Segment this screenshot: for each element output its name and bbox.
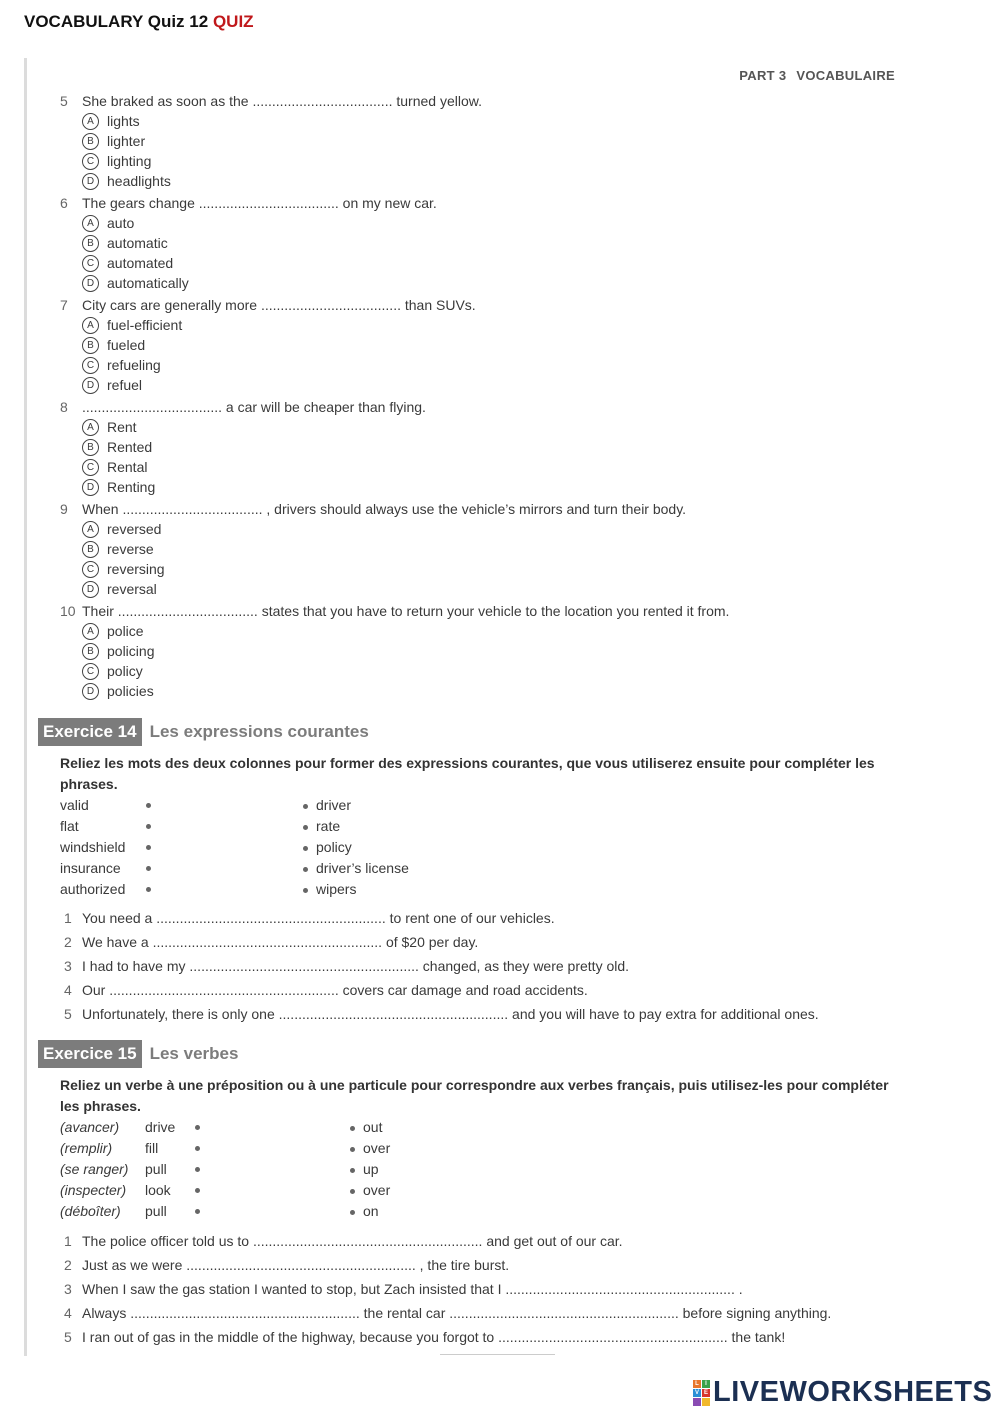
question-number: 5 [60, 93, 68, 109]
answer-option[interactable] [60, 681, 729, 701]
sentence [64, 1301, 831, 1325]
answer-blank[interactable]: ........................................................... [505, 1281, 735, 1297]
answer-blank[interactable]: ........................................................... [109, 982, 339, 998]
match-word: wipers [316, 881, 357, 897]
match-word: windshield [60, 839, 126, 855]
option-label: reversed [107, 521, 162, 537]
option-radio[interactable]: B [82, 439, 99, 456]
match-item[interactable] [303, 879, 409, 900]
sentence [64, 978, 819, 1002]
answer-blank[interactable]: .................................... [122, 501, 263, 517]
match-item[interactable] [145, 1159, 175, 1180]
option-radio[interactable]: D [82, 683, 99, 700]
sentence-text: the tank! [731, 1329, 786, 1345]
logo-tile: E [703, 1389, 708, 1396]
match-word: driver [316, 797, 352, 813]
option-label: automated [107, 255, 174, 271]
sentence-text: Always [82, 1305, 127, 1321]
sentence-number: 3 [64, 1281, 72, 1297]
match-word: policy [316, 839, 352, 855]
option-label: auto [107, 215, 135, 231]
question-block [60, 193, 437, 293]
answer-blank[interactable]: ........................................................... [278, 1006, 509, 1022]
question-stem [60, 499, 686, 519]
sentence-text: of $20 per day. [385, 934, 479, 950]
match-word: (se ranger) [60, 1161, 129, 1177]
answer-blank[interactable]: .................................... [82, 399, 223, 415]
match-dot[interactable] [303, 825, 308, 830]
option-radio[interactable]: A [82, 113, 99, 130]
sentence [64, 1277, 831, 1301]
question-text-before: She braked as soon as the [82, 93, 249, 109]
option-label: lights [107, 113, 140, 129]
match-word: on [363, 1203, 379, 1219]
question-stem [60, 91, 482, 111]
exercise-badge: Exercice 15 [38, 1040, 142, 1068]
exercise-15-particle-column [350, 1117, 390, 1222]
option-label: refueling [107, 357, 161, 373]
match-dot[interactable] [195, 1167, 200, 1172]
option-radio[interactable]: C [82, 153, 99, 170]
sentence [64, 930, 819, 954]
sentence-number: 1 [64, 910, 72, 926]
match-dot[interactable] [146, 845, 151, 850]
exercise-14-sentences [64, 906, 819, 1026]
option-label: automatic [107, 235, 168, 251]
question-number: 9 [60, 501, 68, 517]
sentence-number: 2 [64, 1257, 72, 1273]
option-radio[interactable]: B [82, 337, 99, 354]
answer-option[interactable] [60, 273, 437, 293]
logo-tile [693, 1398, 701, 1406]
sentence-number: 1 [64, 1233, 72, 1249]
match-item[interactable] [60, 1117, 128, 1138]
match-item[interactable] [60, 795, 125, 816]
question-block [60, 295, 476, 395]
document-title: VOCABULARY Quiz 12 QUIZ [24, 12, 254, 31]
match-word: valid [60, 797, 89, 813]
answer-option[interactable] [60, 621, 729, 641]
sentence [64, 1253, 831, 1277]
answer-option[interactable] [60, 355, 476, 375]
option-label: fueled [107, 337, 146, 353]
question-text-after: states that you have to return your vehicle to the location you rented it from. [261, 603, 730, 619]
sentence [64, 1325, 831, 1349]
answer-blank[interactable]: .................................... [252, 93, 393, 109]
match-dot[interactable] [350, 1147, 355, 1152]
sentence-text: I had to have my [82, 958, 186, 974]
match-word: pull [145, 1203, 167, 1219]
exercise-14-header [38, 718, 369, 746]
match-word: flat [60, 818, 79, 834]
answer-blank[interactable]: ........................................................... [189, 958, 419, 974]
match-item[interactable] [145, 1201, 175, 1222]
match-dot[interactable] [195, 1188, 200, 1193]
match-item[interactable] [303, 795, 409, 816]
match-word: fill [145, 1140, 159, 1156]
question-text-before: Their [82, 603, 114, 619]
option-radio[interactable]: A [82, 419, 99, 436]
sentence-number: 4 [64, 982, 72, 998]
match-item[interactable] [350, 1201, 390, 1222]
match-word: authorized [60, 881, 126, 897]
option-label: reversal [107, 581, 157, 597]
answer-blank[interactable]: ........................................................... [130, 1305, 360, 1321]
answer-option[interactable] [60, 559, 686, 579]
logo-tile: I [702, 1380, 710, 1388]
sentence [64, 1229, 831, 1253]
answer-option[interactable] [60, 477, 426, 497]
option-label: automatically [107, 275, 189, 291]
answer-blank[interactable]: ........................................................... [156, 910, 386, 926]
answer-option[interactable] [60, 253, 437, 273]
match-word: (avancer) [60, 1119, 120, 1135]
match-word: (inspecter) [60, 1182, 127, 1198]
exercise-15-sentences [64, 1229, 831, 1349]
sentence-number: 5 [64, 1006, 72, 1022]
answer-option[interactable] [60, 417, 426, 437]
match-dot[interactable] [303, 867, 308, 872]
match-dot[interactable] [146, 866, 151, 871]
match-dot[interactable] [146, 887, 151, 892]
match-dot[interactable] [350, 1189, 355, 1194]
match-item[interactable] [350, 1138, 390, 1159]
option-radio[interactable]: D [82, 479, 99, 496]
match-word: (remplir) [60, 1140, 113, 1156]
match-word: over [363, 1140, 391, 1156]
logo-tile [702, 1398, 710, 1406]
exercise-15-verb-column [145, 1117, 175, 1222]
match-item[interactable] [60, 837, 125, 858]
sentence-text: The police officer told us to [82, 1233, 250, 1249]
match-item[interactable] [303, 837, 409, 858]
answer-blank[interactable]: . [738, 1281, 743, 1297]
option-label: headlights [107, 173, 171, 189]
match-dot[interactable] [195, 1146, 200, 1151]
question-number: 6 [60, 195, 68, 211]
question-text-after: a car will be cheaper than flying. [225, 399, 426, 415]
question-text-before: The gears change [82, 195, 195, 211]
match-item[interactable] [60, 858, 125, 879]
option-radio[interactable]: B [82, 235, 99, 252]
question-number: 10 [60, 603, 76, 619]
match-item[interactable] [145, 1117, 175, 1138]
question-stem [60, 601, 729, 621]
answer-option[interactable] [60, 375, 476, 395]
match-word: drive [145, 1119, 176, 1135]
answer-option[interactable] [60, 315, 476, 335]
question-block [60, 499, 686, 599]
option-radio[interactable]: D [82, 275, 99, 292]
match-item[interactable] [60, 1201, 128, 1222]
match-item[interactable] [303, 816, 409, 837]
page-divider [440, 1354, 555, 1355]
option-radio[interactable]: D [82, 581, 99, 598]
option-radio[interactable]: C [82, 561, 99, 578]
option-label: policies [107, 683, 154, 699]
exercise-15-french-column [60, 1117, 128, 1222]
answer-option[interactable] [60, 457, 426, 477]
sentence [64, 954, 819, 978]
option-label: refuel [107, 377, 143, 393]
match-word: up [363, 1161, 379, 1177]
match-word: look [145, 1182, 171, 1198]
answer-option[interactable] [60, 233, 437, 253]
answer-blank[interactable]: .................................... [117, 603, 258, 619]
sentence-text: before signing anything. [682, 1305, 832, 1321]
answer-option[interactable] [60, 131, 482, 151]
match-item[interactable] [145, 1138, 175, 1159]
question-number: 7 [60, 297, 68, 313]
sentence-number: 4 [64, 1305, 72, 1321]
answer-option[interactable] [60, 661, 729, 681]
answer-option[interactable] [60, 171, 482, 191]
logo-text: LIVEWORKSHEETS [713, 1376, 993, 1408]
option-label: police [107, 623, 144, 639]
sentence [64, 906, 819, 930]
match-word: out [363, 1119, 383, 1135]
option-radio[interactable]: A [82, 623, 99, 640]
sentence-text: Unfortunately, there is only one [82, 1006, 275, 1022]
match-item[interactable] [303, 858, 409, 879]
question-number: 8 [60, 399, 68, 415]
option-radio[interactable]: A [82, 215, 99, 232]
question-text-after: turned yellow. [396, 93, 482, 109]
match-item[interactable] [60, 1138, 128, 1159]
exercise-14-right-column [303, 795, 409, 900]
answer-blank[interactable]: ........................................................... [252, 1233, 483, 1249]
match-dot[interactable] [146, 824, 151, 829]
option-label: reverse [107, 541, 154, 557]
question-block [60, 601, 729, 701]
answer-blank[interactable]: ........................................................... [186, 1257, 416, 1273]
sentence-text: covers car damage and road accidents. [342, 982, 588, 998]
option-label: reversing [107, 561, 165, 577]
option-label: policy [107, 663, 143, 679]
answer-option[interactable] [60, 579, 686, 599]
option-radio[interactable]: C [82, 357, 99, 374]
sentence-text: When I saw the gas station I wanted to stop, but Zach insisted that I [82, 1281, 502, 1297]
option-label: fuel-efficient [107, 317, 183, 333]
option-radio[interactable]: D [82, 173, 99, 190]
sentence-text: and you will have to pay extra for additional ones. [512, 1006, 819, 1022]
option-label: Rented [107, 439, 153, 455]
answer-blank[interactable]: .................................... [260, 297, 401, 313]
sentence-text: I ran out of gas in the middle of the highway, because you forgot to [82, 1329, 495, 1345]
match-dot[interactable] [350, 1168, 355, 1173]
answer-option[interactable] [60, 111, 482, 131]
match-dot[interactable] [195, 1209, 200, 1214]
exercise-14-instructions: Reliez les mots des deux colonnes pour former des expressions courantes, que vous utiliserez ensuite pour compléter les phrases. [60, 755, 875, 792]
match-word: pull [145, 1161, 167, 1177]
option-label: lighter [107, 133, 146, 149]
exercise-title: Les expressions courantes [149, 722, 369, 741]
answer-option[interactable] [60, 539, 686, 559]
option-radio[interactable]: B [82, 541, 99, 558]
exercise-badge: Exercice 14 [38, 718, 142, 746]
logo-icon [693, 1380, 710, 1406]
answer-option[interactable] [60, 641, 729, 661]
match-word: rate [316, 818, 341, 834]
match-item[interactable] [60, 879, 125, 900]
answer-option[interactable] [60, 437, 426, 457]
question-block [60, 397, 426, 497]
sentence-text: to rent one of our vehicles. [389, 910, 555, 926]
option-label: policing [107, 643, 155, 659]
option-radio[interactable]: C [82, 459, 99, 476]
match-word: over [363, 1182, 391, 1198]
question-text-before: When [82, 501, 119, 517]
match-dot[interactable] [303, 888, 308, 893]
match-item[interactable] [60, 816, 125, 837]
question-text-after: , drivers should always use the vehicle’s mirrors and turn their body. [266, 501, 687, 517]
sentence-text: the rental car [363, 1305, 446, 1321]
option-radio[interactable]: B [82, 133, 99, 150]
exercise-15-header [38, 1040, 238, 1068]
sentence-number: 2 [64, 934, 72, 950]
match-dot[interactable] [350, 1210, 355, 1215]
part-header: PART 3 VOCABULAIRE [739, 68, 895, 83]
option-label: Rent [107, 419, 137, 435]
question-stem [60, 295, 476, 315]
question-stem [60, 193, 437, 213]
option-radio[interactable]: C [82, 255, 99, 272]
sentence-text: and get out of our car. [486, 1233, 623, 1249]
exercise-title: Les verbes [149, 1044, 239, 1063]
option-radio[interactable]: D [82, 377, 99, 394]
option-radio[interactable]: A [82, 317, 99, 334]
sentence-text: You need a [82, 910, 153, 926]
question-text-before: City cars are generally more [82, 297, 258, 313]
page-edge [24, 58, 27, 1356]
match-dot[interactable] [146, 803, 151, 808]
match-word: driver’s license [316, 860, 409, 876]
match-item[interactable] [350, 1180, 390, 1201]
sentence-text: We have a [82, 934, 149, 950]
match-word: insurance [60, 860, 121, 876]
answer-option[interactable] [60, 335, 476, 355]
match-item[interactable] [60, 1159, 128, 1180]
option-radio[interactable]: A [82, 521, 99, 538]
match-dot[interactable] [195, 1125, 200, 1130]
option-radio[interactable]: B [82, 643, 99, 660]
sentence-text: , the tire burst. [419, 1257, 510, 1273]
answer-blank[interactable]: .................................... [198, 195, 339, 211]
match-dot[interactable] [303, 846, 308, 851]
sentence [64, 1002, 819, 1026]
sentence-number: 3 [64, 958, 72, 974]
match-dot[interactable] [303, 804, 308, 809]
answer-option[interactable] [60, 213, 437, 233]
liveworksheets-logo [693, 1376, 992, 1409]
match-item[interactable] [350, 1159, 390, 1180]
logo-tile: V [694, 1389, 699, 1396]
option-radio[interactable]: C [82, 663, 99, 680]
answer-blank[interactable]: ........................................................... [498, 1329, 728, 1345]
answer-blank[interactable]: ........................................................... [449, 1305, 679, 1321]
option-label: Renting [107, 479, 156, 495]
option-label: Rental [107, 459, 148, 475]
match-word: (déboîter) [60, 1203, 121, 1219]
sentence-text: changed, as they were pretty old. [422, 958, 630, 974]
question-block [60, 91, 482, 191]
answer-blank[interactable]: ........................................................... [152, 934, 383, 950]
logo-tile: L [693, 1380, 701, 1388]
question-text-after: than SUVs. [404, 297, 476, 313]
match-item[interactable] [60, 1180, 128, 1201]
question-stem [60, 397, 426, 417]
sentence-text: Just as we were [82, 1257, 183, 1273]
answer-option[interactable] [60, 151, 482, 171]
answer-option[interactable] [60, 519, 686, 539]
question-text-after: on my new car. [342, 195, 437, 211]
sentence-number: 5 [64, 1329, 72, 1345]
match-dot[interactable] [350, 1126, 355, 1131]
exercise-14-left-column [60, 795, 125, 900]
option-label: lighting [107, 153, 152, 169]
sentence-text: Our [82, 982, 106, 998]
exercise-15-instructions: Reliez un verbe à une préposition ou à une particule pour correspondre aux verbes français, puis utilisez-les pour compléter les phrases. [60, 1077, 889, 1114]
match-item[interactable] [350, 1117, 390, 1138]
match-item[interactable] [145, 1180, 175, 1201]
